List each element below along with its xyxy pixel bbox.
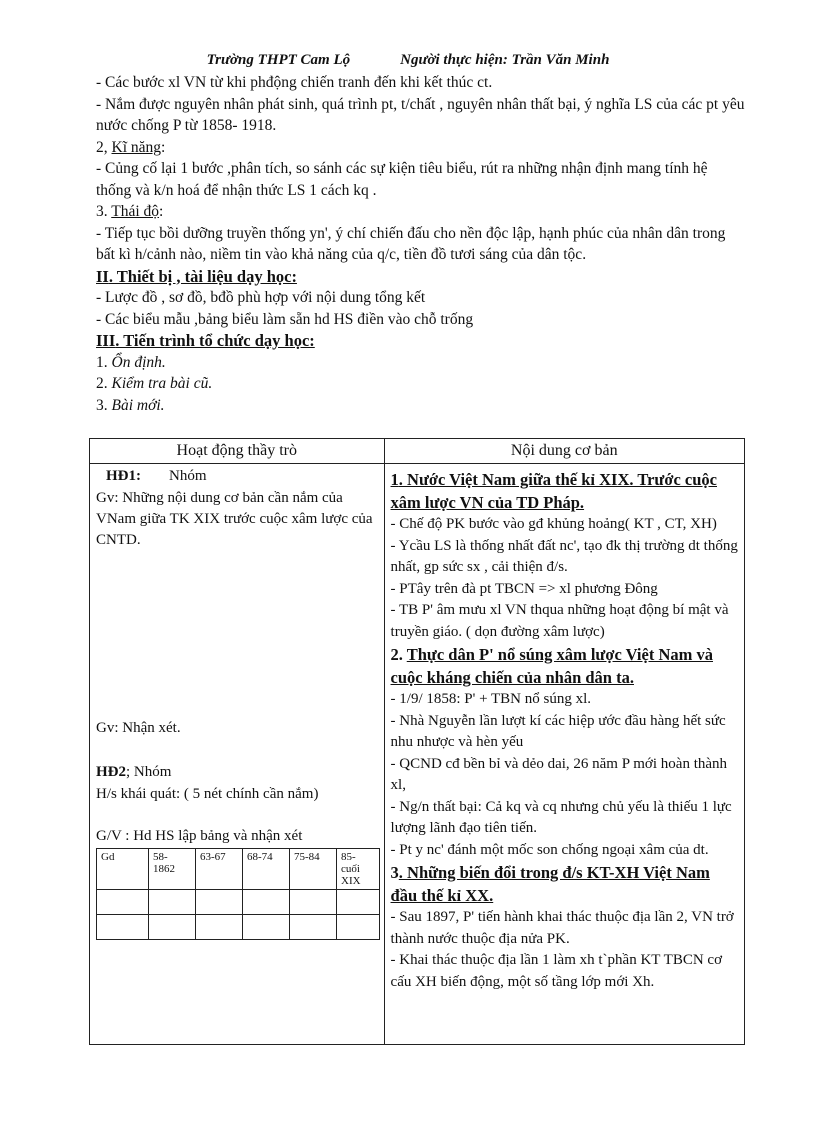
content-item: - Chế độ PK bước vào gđ khủng hoảng( KT , CT, XH) bbox=[390, 516, 717, 532]
content-item: - Ng/n thất bại: Cả kq và cq nhưng chủ yếu là thiếu 1 lực lượng lãnh đạo tiên tiến. bbox=[390, 798, 732, 836]
mini-header-cell: 85- cuối XIX bbox=[337, 849, 380, 890]
content-cell bbox=[384, 464, 744, 1045]
col-teacher-student-activities: Hoạt động thầy trò bbox=[90, 439, 385, 464]
content-section-3-title: 3. Những biến đổi trong đ/s KT-XH Việt Nam đầu thế kỉ XX. bbox=[390, 863, 710, 905]
content-item: - Pt y nc' đánh một mốc son chống ngoại xâm của dt. bbox=[390, 841, 709, 858]
content-item: - Nhà Nguyễn lần lượt kí các hiệp ước đầu hàng hết sức nhu nhược và hèn yếu bbox=[390, 712, 726, 750]
lesson-table bbox=[89, 438, 745, 1045]
author-name: Người thực hiện: Trần Văn Minh bbox=[400, 52, 610, 68]
section-2-item-1: - Lược đồ , sơ đồ, bđồ phù hợp với nội dung tổng kết bbox=[96, 289, 426, 306]
attitude-text: - Tiếp tục bồi dưỡng truyền thống yn', ý chí chiến đấu cho nền độc lập, hạnh phúc của nhân dân trong bất kì h/cảnh nào, niềm tin vào khả năng của q/c, tiền đồ tươi sáng của dân tộc. bbox=[96, 224, 726, 263]
lesson-table-body bbox=[90, 464, 745, 1045]
activity-2-label: HĐ2; Nhóm bbox=[96, 764, 172, 780]
section-2-heading: II. Thiết bị , tài liệu dạy học: bbox=[96, 266, 297, 286]
content-item: - Sau 1897, P' tiến hành khai thác thuộc địa lần 2, VN trở thành nước thuộc địa nửa PK. bbox=[390, 909, 734, 947]
period-summary-header bbox=[97, 849, 380, 890]
school-name: Trường THPT Cam Lộ bbox=[206, 52, 351, 68]
mini-header-cell: 75-84 bbox=[290, 849, 337, 890]
activity-2-teacher-task: G/V : Hd HS lập bảng và nhận xét bbox=[96, 828, 303, 844]
activity-1-label: HĐ1: Nhóm bbox=[106, 468, 207, 484]
content-item: - TB P' âm mưu xl VN thqua những hoạt động bí mật và truyền giáo. ( dọn đường xâm lược) bbox=[390, 602, 729, 640]
mini-header-cell: 68-74 bbox=[243, 849, 290, 890]
activities-cell bbox=[90, 464, 385, 1045]
activity-1-feedback: Gv: Nhận xét. bbox=[96, 720, 181, 736]
content-item: - Ycầu LS là thống nhất đất nc', tạo đk thị trường dt thống nhất, gp sức sx , cải thiện đ/s. bbox=[390, 537, 738, 575]
lesson-table-header bbox=[90, 439, 745, 464]
mini-header-cell: 63-67 bbox=[196, 849, 243, 890]
page-header bbox=[0, 52, 816, 69]
activity-1-instruction: Gv: Những nội dung cơ bản cần nắm của VNam giữa TK XIX trước cuộc xâm lược của CNTD. bbox=[96, 490, 373, 548]
objective-line-2: - Nắm được nguyên nhân phát sinh, quá trình pt, t/chất , nguyên nhân thất bại, ý nghĩa LS của các pt yêu nước chống P từ 1858- 1918. bbox=[96, 95, 745, 134]
content-section-1-title: 1. Nước Việt Nam giữa thế kỉ XIX. Trước cuộc xâm lược VN của TD Pháp. bbox=[390, 470, 717, 512]
period-summary-blank-row bbox=[97, 915, 380, 940]
activity-2-student-task: H/s khái quát: ( 5 nét chính cần nắm) bbox=[96, 786, 319, 802]
step-1: 1. Ổn định. bbox=[96, 353, 166, 371]
content-item: - Khai thác thuộc địa lần 1 làm xh t`phần KT TBCN cơ cấu XH biến động, một số tầng lớp mới Xh. bbox=[390, 952, 723, 990]
step-3: 3. Bài mới. bbox=[96, 396, 165, 414]
attitude-heading: 3. Thái độ: bbox=[96, 203, 164, 220]
objective-line-1: - Các bước xl VN từ khi phđộng chiến tranh đến khi kết thúc ct. bbox=[96, 74, 493, 91]
step-2: 2. Kiểm tra bài cũ. bbox=[96, 375, 213, 392]
period-summary-blank-row bbox=[97, 890, 380, 915]
skills-text: - Củng cố lại 1 bước ,phân tích, so sánh các sự kiện tiêu biểu, rút ra những nhận định mang tính hệ thống và k/n hoá để nhận thức LS 1 cách kq . bbox=[96, 160, 708, 199]
content-item: - 1/9/ 1858: P' + TBN nổ súng xl. bbox=[390, 691, 592, 707]
content-item: - PTây trên đà pt TBCN => xl phương Đông bbox=[390, 580, 658, 597]
content-section-2-title: 2. Thực dân P' nổ súng xâm lược Việt Nam và cuộc kháng chiến của nhân dân ta. bbox=[390, 645, 713, 687]
section-2-item-2: - Các biểu mẫu ,bảng biểu làm sẵn hd HS điền vào chỗ trống bbox=[96, 310, 474, 328]
col-basic-content: Nội dung cơ bản bbox=[384, 439, 744, 464]
period-summary-table bbox=[96, 848, 380, 940]
mini-header-cell: 58- 1862 bbox=[149, 849, 196, 890]
mini-header-cell: Gd bbox=[97, 849, 149, 890]
section-3-heading: III. Tiến trình tổ chức dạy học: bbox=[96, 331, 315, 350]
lesson-intro bbox=[96, 72, 746, 416]
skills-heading: 2, Kĩ năng: bbox=[96, 138, 166, 156]
content-item: - QCND cđ bền bỉ và dẻo dai, 26 năm P mới hoàn thành xl, bbox=[390, 755, 728, 793]
